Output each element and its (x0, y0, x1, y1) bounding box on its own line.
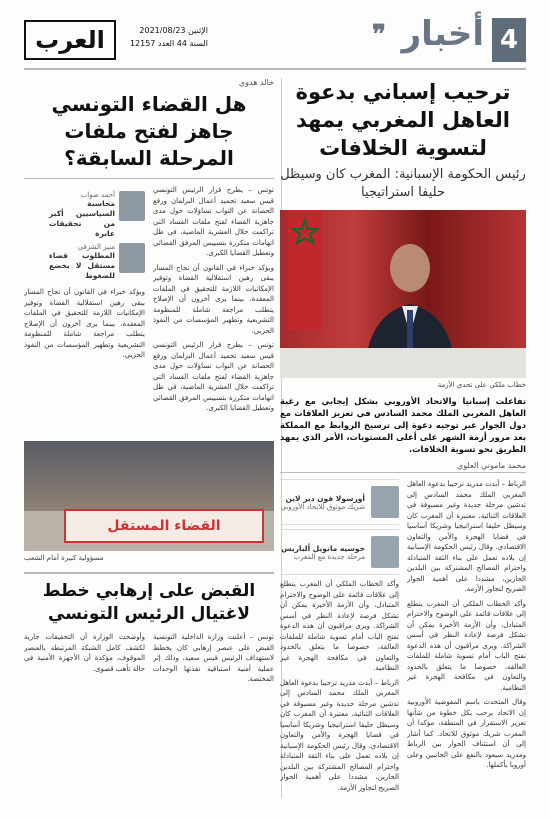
photo-caption: مسؤولية كبيرة أمام الشعب (24, 554, 104, 562)
story-column-right (153, 185, 274, 435)
story-paragraph: وأكد الخطاب الملكي أن المغرب يتطلع إلى علاقات قائمة على الوضوح والاحترام المتبادل، وأن الأزمة الأخيرة يمكن أن تشكل فرصة لإعادة النظر في أسس الشراكة. ويرى مراقبون أن هذه الدعوة تفتح الباب أمام تسوية شاملة للملفات العالقة، خصوصا ما يتعلق بالحدود والتعاون في مكافحة الهجرة غير النظامية. (280, 580, 399, 672)
secondary-headline: هل القضاء التونسي جاهز لفتح ملفات المرحلة السابقة؟ (24, 91, 274, 179)
quote-text: محاسبة السياسيين أكبر من تحقيقات عابرة (49, 199, 115, 238)
quote-card (49, 243, 145, 281)
story-columns (24, 632, 274, 722)
quote-card (49, 191, 145, 239)
story-paragraph: تونس – يطرح قرار الرئيس التونسي قيس سعيد تجميد أعمال البرلمان ورفع الحصانة عن النواب تساؤلات حول مدى جاهزية القضاء لفتح ملفات الفساد التي تراكمت خلال العشرية الماضية، في ظل اتهامات متكررة بتسييس المرفق القضائي وتعطيل القضايا الكبرى. (153, 186, 274, 257)
issue-info (124, 24, 208, 50)
quote-text: المطلوب قضاء مستقل لا يخضع للضغوط (49, 251, 115, 280)
quote-name: أحمد صواب (80, 191, 115, 199)
photo-caption: خطاب ملكي على تحدي الأزمة (437, 381, 526, 389)
pull-quote-text: شريك موثوق للاتحاد الأوروبي (280, 502, 365, 511)
protest-banner: القضاء المستقل (64, 509, 264, 543)
pull-quote-text: مرحلة جديدة مع المغرب (293, 552, 365, 561)
flag-icon (288, 210, 322, 330)
story-column-left (280, 479, 399, 809)
story-column-left (24, 632, 145, 722)
king-photo (280, 210, 526, 378)
story-columns (24, 185, 274, 435)
main-headline: ترحيب إسباني بدعوة العاهل المغربي يمهد لتسوية الخلافات (295, 80, 511, 160)
story-paragraph: تونس – أعلنت وزارة الداخلية التونسية القبض على عنصر إرهابي كان يخطط لاستهداف الرئيس قيس سعيد، وذلك إثر عملية أمنية استباقية نفذتها الوحدات المختصة. (153, 633, 274, 683)
story-paragraph: وأكد الخطاب الملكي أن المغرب يتطلع إلى علاقات قائمة على الوضوح والاحترام المتبادل، وأن الأزمة الأخيرة يمكن أن تشكل فرصة لإعادة النظر في أسس الشراكة. ويرى مراقبون أن هذه الدعوة تفتح الباب أمام تسوية شاملة للملفات العالقة، خصوصا ما يتعلق بالحدود والتعاون في مكافحة الهجرة غير النظامية. (407, 599, 526, 692)
story-columns (280, 479, 526, 809)
avatar (119, 243, 145, 273)
story-paragraph: تونس – يطرح قرار الرئيس التونسي قيس سعيد تجميد أعمال البرلمان ورفع الحصانة عن النواب تساؤلات حول مدى جاهزية القضاء لفتح ملفات الفساد التي تراكمت خلال العشرية الماضية، في ظل اتهامات متكررة بتسييس المرفق القضائي وتعطيل القضايا الكبرى. (153, 341, 274, 412)
story-intro: تفاعلت إسبانيا والاتحاد الأوروبي بشكل إيجابي مع رغبة العاهل المغربي الملك محمد السادس في تعزيز العلاقات مع دول الجوار عبر توجيه دعوة إلى ترسيخ الروابط مع المملكة بعد مرور أزمة الشهر على أعلى المستويات، الأمر الذي يمهد الطريق نحو تسوية الخلافات. (280, 396, 526, 454)
quote-mark-icon: ❞ (372, 20, 386, 50)
protest-photo (24, 441, 274, 551)
page-number: 4 (492, 18, 526, 62)
secondary-stories (24, 78, 274, 722)
pull-quote-name: خوسيه مانويل ألباريس (281, 543, 365, 553)
pull-quote (280, 479, 399, 525)
crowd (24, 441, 274, 511)
story-paragraph: الرباط – أبدت مدريد ترحيبا بدعوة العاهل المغربي الملك محمد السادس إلى تدشين مرحلة جديدة وغير مسبوقة في العلاقات الثنائية، معتبرة أن المغرب كان وسيظل حليفا استراتيجيا وشريكا أساسيا في قضايا الهجرة والأمن والتعاون الاقتصادي. وقال رئيس الحكومة الإسبانية إن بلاده تعمل على بناء الثقة المتبادلة واحترام المصالح المشتركة بين البلدين الجارين، مشددا على أهمية الحوار الصريح لتجاوز الأزمة. (407, 480, 526, 593)
section-title: أخبار (401, 14, 484, 54)
story-paragraph: ويؤكد خبراء في القانون أن نجاح المسار يبقى رهين استقلالية القضاة وتوفير الإمكانيات اللازمة للتحقيق في الملفات المعقدة، بينما يرى آخرون أن الإصلاح يتطلب مراجعة شاملة للمنظومة التشريعية وتطهير المؤسسات من النفوذ الحزبي. (153, 263, 274, 335)
issue-date: الإثنين 2021/08/23 (139, 26, 208, 35)
quote-cards (24, 191, 145, 281)
main-subhead: رئيس الحكومة الإسبانية: المغرب كان وسيظل حليفا استراتيجيا (280, 167, 526, 200)
desk (280, 348, 526, 378)
newspaper-logo: العرب (24, 20, 116, 60)
avatar (371, 486, 399, 518)
story-paragraph: وأوضحت الوزارة أن التحقيقات جارية لكشف كامل الشبكة المرتبطة بالعنصر الموقوف، مؤكدة أن الأجهزة الأمنية في حالة تأهب قصوى. (24, 633, 145, 673)
masthead (24, 10, 526, 70)
story-column-right (153, 632, 274, 722)
story-byline: خالد هدوي (238, 78, 274, 87)
story-paragraph: الرباط – أبدت مدريد ترحيبا بدعوة العاهل المغربي الملك محمد السادس إلى تدشين مرحلة جديدة وغير مسبوقة في العلاقات الثنائية، معتبرة أن المغرب كان وسيظل حليفا استراتيجيا وشريكا أساسيا في قضايا الهجرة والأمن والتعاون الاقتصادي. وقال رئيس الحكومة الإسبانية إن بلاده تعمل على بناء الثقة المتبادلة واحترام المصالح المشتركة بين البلدين الجارين، مشددا على أهمية الحوار الصريح لتجاوز الأزمة. (280, 678, 399, 792)
story-paragraph: وقال المتحدث باسم المفوضية الأوروبية إن الاتحاد يرحب بكل خطوة من شأنها تعزيز الاستقرار في المنطقة، مؤكدا أن المغرب شريك موثوق للاتحاد. كما أشار إلى أن استئناف الحوار بين الرباط ومدريد سيعود بالنفع على الجانبين وعلى أوروبا بأكملها. (407, 698, 526, 769)
story-byline: محمد ماموني العلوي (280, 461, 526, 473)
avatar (119, 191, 145, 221)
pull-quote (280, 529, 399, 575)
story-column-left (24, 185, 145, 435)
story-paragraph: ويؤكد خبراء في القانون أن نجاح المسار يبقى رهين استقلالية القضاة وتوفير الإمكانيات اللازمة للتحقيق في الملفات المعقدة، بينما يرى آخرون أن الإصلاح يتطلب مراجعة شاملة للمنظومة التشريعية وتطهير المؤسسات من النفوذ الحزبي. (24, 288, 145, 359)
avatar (371, 536, 399, 568)
tertiary-headline: القبض على إرهابي خطط لاغتيال الرئيس التونسي (24, 572, 274, 626)
pull-quote-name: أورسولا فون دير لاين (285, 493, 365, 503)
issue-number: السنة 44 العدد 12157 (129, 39, 208, 48)
quote-name: منير الشرفي (77, 243, 115, 251)
story-column-right (407, 479, 526, 809)
main-story (280, 78, 526, 809)
